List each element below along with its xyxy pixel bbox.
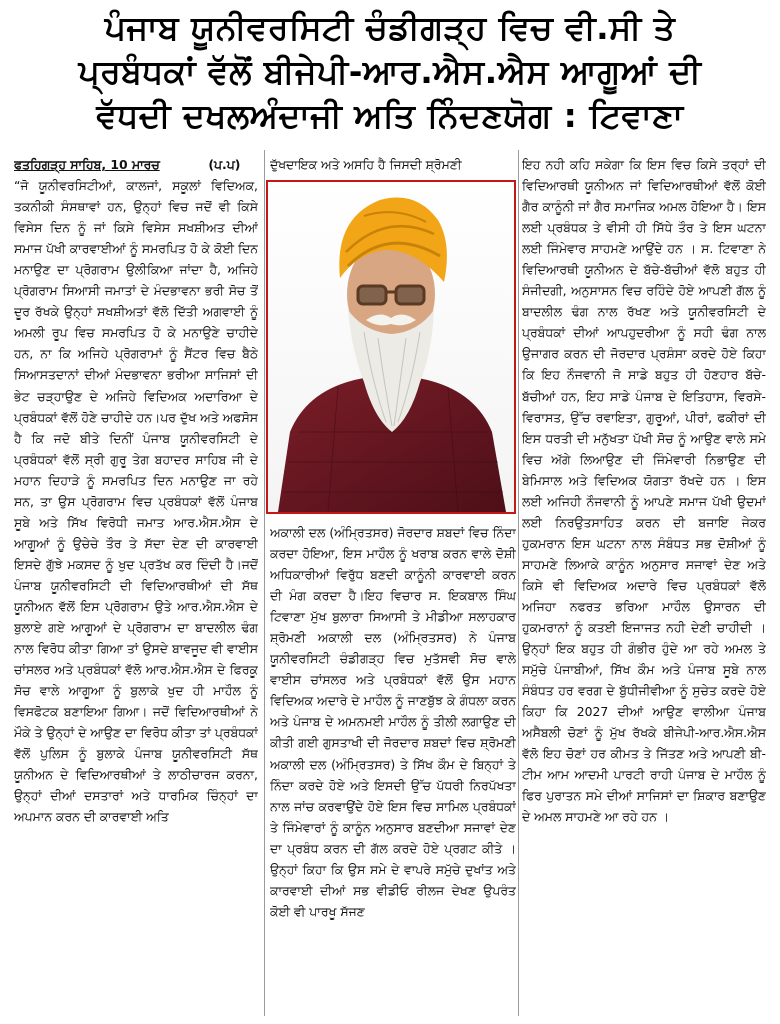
headline bbox=[10, 6, 770, 138]
column-divider bbox=[264, 150, 265, 1016]
article-body-col1: “ਜੋ ਯੂਨੀਵਰਸਿਟੀਆਂ, ਕਾਲਜਾਂ, ਸਕੂਲਾਂ ਵਿਦਿਅਕ, ਤਕਨੀਕੀ ਸੰਸਥਾਵਾਂ ਹਨ, ਉਨ੍ਹਾਂ ਵਿਚ ਜਦੋਂ ਵੀ ਕਿਸੇ ਵਿਸੇਸ ਦਿਨ ਨੂੰ ਜਾਂ ਕਿਸੇ ਵਿਸੇਸ ਸਖਸ਼ੀਅਤ ਦੀਆਂ ਸਮਾਜ ਪੱਖੀ ਕਾਰਵਾਈਆਂ ਨੂੰ ਸਮਰਪਿਤ ਹੋ ਕੇ ਕੋਈ ਦਿਨ ਮਨਾਉਣ ਦਾ ਪ੍ਰੋਗਰਾਮ ਉਲੀਕਿਆ ਜਾਂਦਾ ਹੈ, ਅਜਿਹੇ ਪ੍ਰੋਗਰਾਮ ਸਿਆਸੀ ਜਮਾਤਾਂ ਦੇ ਮੰਦਭਾਵਨਾ ਭਰੀ ਸੋਚ ਤੋਂ ਦੂਰ ਰੱਖਕੇ ਉਨ੍ਹਾਂ ਸਖਸ਼ੀਅਤਾਂ ਵੱਲੋ ਦਿੱਤੀ ਅਗਵਾਈ ਨੂੰ ਅਮਲੀ ਰੂਪ ਵਿਚ ਸਮਰਪਿਤ ਹੋ ਕੇ ਮਨਾਉਣੇ ਚਾਹੀਦੇ ਹਨ, ਨਾ ਕਿ ਅਜਿਹੇ ਪ੍ਰੋਗਰਾਮਾਂ ਨੂੰ ਸੈਂਟਰ ਵਿਚ ਬੈਠੇ ਸਿਆਸਤਦਾਨਾਂ ਦੀਆਂ ਮੰਦਭਾਵਨਾ ਭਰੀਆ ਸਾਜਿਸਾਂ ਦੀ ਭੇਟ ਚੜ੍ਹਾਉਣ ਦੇ ਅਜਿਹੇ ਵਿਦਿਅਕ ਅਦਾਰਿਆ ਦੇ ਪ੍ਰਬੰਧਕਾਂ ਵੱਲੋਂ ਹੋਣੇ ਚਾਹੀਦੇ ਹਨ।ਪਰ ਦੁੱਖ ਅਤੇ ਅਫਸੋਸ ਹੈ ਕਿ ਜਦੋ ਬੀਤੇ ਦਿਨੀਂ ਪੰਜਾਬ ਯੂਨੀਵਰਸਿਟੀ ਦੇ ਪ੍ਰਬੰਧਕਾਂ ਵੱਲੋਂ ਸ੍ਰੀ ਗੁਰੂ ਤੇਗ ਬਹਾਦਰ ਸਾਹਿਬ ਜੀ ਦੇ ਮਹਾਨ ਦਿਹਾੜੇ ਨੂੰ ਸਮਰਪਿਤ ਦਿਨ ਮਨਾਉਣ ਜਾ ਰਹੇ ਸਨ, ਤਾ ਉਸ ਪ੍ਰੋਗਰਾਮ ਵਿਚ ਪ੍ਰਬੰਧਕਾਂ ਵੱਲੋਂ ਪੰਜਾਬ ਸੂਬੇ ਅਤੇ ਸਿੱਖ ਵਿਰੋਧੀ ਜਮਾਤ ਆਰ.ਐਸ.ਐਸ ਦੇ ਆਗੂਆਂ ਨੂੰ ਉਚੇਚੇ ਤੌਰ ਤੇ ਸੱਦਾ ਦੇਣ ਦੀ ਕਾਰਵਾਈ ਇਸਦੇ ਗੁੱਝੇ ਮਕਸਦ ਨੂੰ ਖੁਦ ਪ੍ਰਤੱਖ ਕਰ ਦਿੰਦੀ ਹੈ।ਜਦੋਂ ਪੰਜਾਬ ਯੂਨੀਵਰਸਿਟੀ ਦੀ ਵਿਦਿਆਰਥੀਆਂ ਦੀ ਸੱਥ ਯੂਨੀਅਨ ਵੱਲੋਂ ਇਸ ਪ੍ਰੋਗਰਾਮ ਉਤੇ ਆਰ.ਐਸ.ਐਸ ਦੇ ਬੁਲਾਏ ਗਏ ਆਗੂਆਂ ਦੇ ਪ੍ਰੋਗਰਾਮ ਦਾ ਬਾਦਲੀਲ ਢੰਗ ਨਾਲ ਵਿਰੋਧ ਕੀਤਾ ਗਿਆ ਤਾਂ ਉਸਦੇ ਬਾਵਜੂਦ ਵੀ ਵਾਈਸ ਚਾਂਸਲਰ ਅਤੇ ਪ੍ਰਬੰਧਕਾਂ ਵੱਲੋ ਆਰ.ਐਸ.ਐਸ ਦੇ ਫਿਰਕੂ ਸੋਚ ਵਾਲੇ ਆਗੂਆ ਨੂੰ ਬੁਲਾਕੇ ਖੁਦ ਹੀ ਮਾਹੌਲ ਨੂੰ ਵਿਸਫੋਟਕ ਬਣਾਇਆ ਗਿਆ। ਜਦੋਂ ਵਿਦਿਆਰਥੀਆਂ ਨੇ ਮੌਕੇ ਤੇ ਉਨ੍ਹਾਂ ਦੇ ਆਉਣ ਦਾ ਵਿਰੋਧ ਕੀਤਾ ਤਾਂ ਪ੍ਰਬੰਧਕਾਂ ਵੱਲੋਂ ਪੁਲਿਸ ਨੂੰ ਬੁਲਾਕੇ ਪੰਜਾਬ ਯੂਨੀਵਰਸਿਟੀ ਸੱਥ ਯੂਨੀਅਨ ਦੇ ਵਿਦਿਆਰਥੀਆਂ ਤੇ ਲਾਠੀਚਾਰਜ ਕਰਨਾ, ਉਨ੍ਹਾਂ ਦੀਆਂ ਦਸਤਾਰਾਂ ਅਤੇ ਧਾਰਮਿਕ ਚਿੰਨ੍ਹਾਂ ਦਾ ਅਪਮਾਨ ਕਰਨ ਦੀ ਕਾਰਵਾਈ ਅਤਿ bbox=[14, 178, 258, 825]
dateline-place: ਫਤਹਿਗੜ੍ਹ ਸਾਹਿਬ, 10 ਮਾਰਚ bbox=[14, 157, 160, 172]
headline-line-1: ਪੰਜਾਬ ਯੂਨੀਵਰਸਿਟੀ ਚੰਡੀਗੜ੍ਹ ਵਿਚ ਵੀ.ਸੀ ਤੇ bbox=[104, 8, 676, 47]
article-column-2 bbox=[270, 522, 516, 1020]
article-column-1 bbox=[14, 154, 258, 1020]
article-column-3 bbox=[522, 154, 766, 1020]
article-body-col3: ਇਹ ਨਹੀ ਕਹਿ ਸਕੇਗਾ ਕਿ ਇਸ ਵਿਚ ਕਿਸੇ ਤਰ੍ਹਾਂ ਦੀ ਵਿਦਿਆਰਥੀ ਯੂਨੀਅਨ ਜਾਂ ਵਿਦਿਆਰਥੀਆਂ ਵੱਲੋਂ ਕੋਈ ਗੈਰ ਕਾਨੂੰਨੀ ਜਾਂ ਗੈਰ ਸਮਾਜਿਕ ਅਮਲ ਹੋਇਆ ਹੈ। ਇਸ ਲਈ ਪ੍ਰਬੰਧਕ ਤੇ ਵੀਸੀ ਹੀ ਸਿੱਧੇ ਤੌਰ ਤੇ ਇਸ ਘਟਨਾ ਲਈ ਜਿੰਮੇਵਾਰ ਸਾਹਮਣੇ ਆਉਂਦੇ ਹਨ । ਸ. ਟਿਵਾਣਾ ਨੇ ਵਿਦਿਆਰਥੀ ਯੂਨੀਅਨ ਦੇ ਬੱਚੇ-ਬੱਚੀਆਂ ਵੱਲੋ ਬਹੁਤ ਹੀ ਸੰਜੀਦਗੀ, ਅਨੁਸਾਸਨ ਵਿਚ ਰਹਿੰਦੇ ਹੋਏ ਆਪਣੀ ਗੱਲ ਨੂੰ ਬਾਦਲੀਲ ਢੰਗ ਨਾਲ ਰੱਖਣ ਅਤੇ ਯੂਨੀਵਰਸਿਟੀ ਦੇ ਪ੍ਰਬੰਧਕਾਂ ਦੀਆਂ ਆਪਹੁਦਰੀਆ ਨੂੰ ਸਹੀ ਢੰਗ ਨਾਲ ਉਜਾਗਰ ਕਰਨ ਦੀ ਜੋਰਦਾਰ ਪ੍ਰਸ਼ੰਸਾ ਕਰਦੇ ਹੋਏ ਕਿਹਾ ਕਿ ਇਹ ਨੌਜਵਾਨੀ ਜੋ ਸਾਡੇ ਬਹੁਤ ਹੀ ਹੋਣਹਾਰ ਬੱਚੇ-ਬੱਚੀਆਂ ਹਨ, ਇਹ ਸਾਡੇ ਪੰਜਾਬ ਦੇ ਇਤਿਹਾਸ, ਵਿਰਸੇ-ਵਿਰਾਸਤ, ਉੱਚ ਰਵਾਇਤਾ, ਗੁਰੂਆਂ, ਪੀਰਾਂ, ਫਕੀਰਾਂ ਦੀ ਇਸ ਧਰਤੀ ਦੀ ਮਨੁੱਖਤਾ ਪੱਖੀ ਸੋਚ ਨੂੰ ਆਉਣ ਵਾਲੇ ਸਮੇ ਵਿਚ ਅੱਗੇ ਲਿਆਉਣ ਦੀ ਜਿੰਮੇਵਾਰੀ ਨਿਭਾਉਣ ਦੀ ਬੇਮਿਸਾਲ ਅਤੇ ਵਿਦਿਅਕ ਯੋਗਤਾ ਰੱਖਦੇ ਹਨ । ਇਸ ਲਈ ਅਜਿਹੀ ਨੌਜਵਾਨੀ ਨੂੰ ਆਪਣੇ ਸਮਾਜ ਪੱਖੀ ਉਦਮਾਂ ਲਈ ਨਿਰਉਤਸਾਹਿਤ ਕਰਨ ਦੀ ਬਜਾਇ ਜੇਕਰ ਹੁਕਮਰਾਨ ਇਸ ਘਟਨਾ ਨਾਲ ਸੰਬੰਧਤ ਸਭ ਦੋਸ਼ੀਆਂ ਨੂੰ ਸਾਹਮਣੇ ਲਿਆਕੇ ਕਾਨੂੰਨ ਅਨੁਸਾਰ ਸਜਾਵਾਂ ਦੇਣ ਅਤੇ ਕਿਸੇ ਵੀ ਵਿਦਿਅਕ ਅਦਾਰੇ ਵਿਚ ਪ੍ਰਬੰਧਕਾਂ ਵੱਲੋ ਅਜਿਹਾ ਨਫਰਤ ਭਰਿਆ ਮਾਹੌਲ ਉਸਾਰਨ ਦੀ ਹੁਕਮਰਾਨਾਂ ਨੂੰ ਕਤਈ ਇਜਾਜਤ ਨਹੀ ਦੇਣੀ ਚਾਹੀਦੀ । ਉਨ੍ਹਾਂ ਇਕ ਬਹੁਤ ਹੀ ਗੰਭੀਰ ਹੁੰਦੇ ਆ ਰਹੇ ਅਮਲ ਤੇ ਸਮੁੱਚੇ ਪੰਜਾਬੀਆਂ, ਸਿੱਖ ਕੌਮ ਅਤੇ ਪੰਜਾਬ ਸੂਬੇ ਨਾਲ ਸੰਬੰਧਤ ਹਰ ਵਰਗ ਦੇ ਬੁੱਧੀਜੀਵੀਆ ਨੂੰ ਸੁਚੇਤ ਕਰਦੇ ਹੋਏ ਕਿਹਾ ਕਿ 2027 ਦੀਆਂ ਆਉਣ ਵਾਲੀਆ ਪੰਜਾਬ ਅਸੈਬਲੀ ਚੋਣਾਂ ਨੂੰ ਮੁੱਖ ਰੱਖਕੇ ਬੀਜੇਪੀ-ਆਰ.ਐਸ.ਐਸ ਵੱਲੋ ਇਹ ਚੋਣਾਂ ਹਰ ਕੀਮਤ ਤੇ ਜਿੱਤਣ ਅਤੇ ਆਪਣੀ ਬੀ-ਟੀਮ ਆਮ ਆਦਮੀ ਪਾਰਟੀ ਰਾਹੀ ਪੰਜਾਬ ਦੇ ਮਾਹੌਲ ਨੂੰ ਫਿਰ ਪੁਰਾਤਨ ਸਮੇ ਦੀਆਂ ਸਾਜਿਸਾਂ ਦਾ ਸ਼ਿਕਾਰ ਬਣਾਉਣ ਦੇ ਅਮਲ ਸਾਹਮਣੇ ਆ ਰਹੇ ਹਨ । bbox=[522, 157, 766, 825]
article-column-2-top bbox=[270, 154, 516, 178]
dateline-agency: (ਪ.ਪ) bbox=[208, 157, 241, 172]
portrait-photo bbox=[266, 180, 516, 514]
article-body-col2-top: ਦੁੱਖਦਾਇਕ ਅਤੇ ਅਸਹਿ ਹੈ ਜਿਸਦੀ ਸ਼੍ਰੋਮਣੀ bbox=[270, 157, 462, 172]
column-divider bbox=[518, 150, 519, 1016]
headline-line-2: ਪ੍ਰਬੰਧਕਾਂ ਵੱਲੋਂ ਬੀਜੇਪੀ-ਆਰ.ਐਸ.ਐਸ ਆਗੂਆਂ ਦੀ bbox=[78, 52, 702, 91]
article-body-col2: ਅਕਾਲੀ ਦਲ (ਅੰਮ੍ਰਿਤਸਰ) ਜੋਰਦਾਰ ਸ਼ਬਦਾਂ ਵਿਚ ਨਿੰਦਾ ਕਰਦਾ ਹੋਇਆ, ਇਸ ਮਾਹੌਲ ਨੂੰ ਖਰਾਬ ਕਰਨ ਵਾਲੇ ਦੋਸ਼ੀ ਅਧਿਕਾਰੀਆਂ ਵਿਰੁੱਧ ਬਣਦੀ ਕਾਨੂੰਨੀ ਕਾਰਵਾਈ ਕਰਨ ਦੀ ਮੰਗ ਕਰਦਾ ਹੈ।ਇਹ ਵਿਚਾਰ ਸ. ਇਕਬਾਲ ਸਿੰਘ ਟਿਵਾਣਾ ਮੁੱਖ ਬੁਲਾਰਾ ਸਿਆਸੀ ਤੇ ਮੀਡੀਆ ਸਲਾਹਕਾਰ ਸ਼੍ਰੋਮਣੀ ਅਕਾਲੀ ਦਲ (ਅੰਮ੍ਰਿਤਸਰ) ਨੇ ਪੰਜਾਬ ਯੂਨੀਵਰਸਿਟੀ ਚੰਡੀਗੜ੍ਹ ਵਿਚ ਮੁਤੱਸਵੀ ਸੋਚ ਵਾਲੇ ਵਾਈਸ ਚਾਂਸਲਰ ਅਤੇ ਪ੍ਰਬੰਧਕਾਂ ਵੱਲੋਂ ਉਸ ਮਹਾਨ ਵਿਦਿਅਕ ਅਦਾਰੇ ਦੇ ਮਾਹੌਲ ਨੂੰ ਜਾਣਬੁੱਝ ਕੇ ਗੰਧਲਾ ਕਰਨ ਅਤੇ ਪੰਜਾਬ ਦੇ ਅਮਨਮਈ ਮਾਹੌਲ ਨੂੰ ਤੀਲੀ ਲਗਾਉਣ ਦੀ ਕੀਤੀ ਗਈ ਗੁਸਤਾਖੀ ਦੀ ਜੋਰਦਾਰ ਸ਼ਬਦਾਂ ਵਿਚ ਸ਼੍ਰੋਮਣੀ ਅਕਾਲੀ ਦਲ (ਅੰਮ੍ਰਿਤਸਰ) ਤੇ ਸਿੱਖ ਕੌਮ ਦੇ ਬਿਨ੍ਹਾਂ ਤੇ ਨਿੰਦਾ ਕਰਦੇ ਹੋਏ ਅਤੇ ਇਸਦੀ ਉੱਚ ਪੱਧਰੀ ਨਿਰਪੱਖਤਾ ਨਾਲ ਜਾਂਚ ਕਰਵਾਉਂਦੇ ਹੋਏ ਇਸ ਵਿਚ ਸਾਮਿਲ ਪ੍ਰਬੰਧਕਾਂ ਤੇ ਜਿੰਮੇਵਾਰਾਂ ਨੂੰ ਕਾਨੂੰਨ ਅਨੁਸਾਰ ਬਣਦੀਆ ਸਜਾਵਾਂ ਦੇਣ ਦਾ ਪ੍ਰਬੰਧ ਕਰਨ ਦੀ ਗੱਲ ਕਰਦੇ ਹੋਏ ਪ੍ਰਗਟ ਕੀਤੇ ।ਉਨ੍ਹਾਂ ਕਿਹਾ ਕਿ ਉਸ ਸਮੇ ਦੇ ਵਾਪਰੇ ਸਮੁੱਚੇ ਦੁਖਾਂਤ ਅਤੇ ਕਾਰਵਾਈ ਦੀਆਂ ਸਭ ਵੀਡੀਓ ਰੀਲਜ ਦੇਖਣ ਉਪਰੰਤ ਕੋਈ ਵੀ ਪਾਰਖੂ ਸੱਜਣ bbox=[270, 525, 516, 919]
dateline bbox=[14, 154, 258, 175]
headline-line-3: ਵੱਧਦੀ ਦਖਲਅੰਦਾਜੀ ਅਤਿ ਨਿੰਦਣਯੋਗ : ਟਿਵਾਣਾ bbox=[96, 96, 684, 135]
portrait-illustration bbox=[268, 182, 514, 512]
